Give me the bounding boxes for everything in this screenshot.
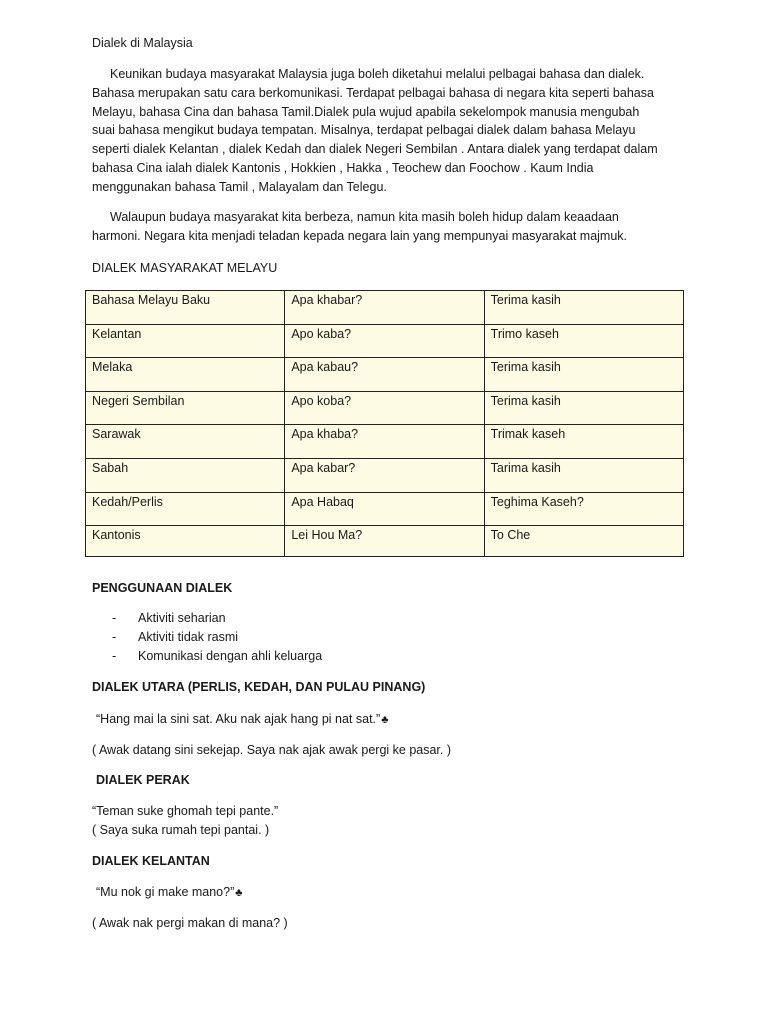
- utara-heading: DIALEK UTARA (PERLIS, KEDAH, DAN PULAU PINANG): [92, 680, 426, 694]
- table-row: [86, 425, 684, 459]
- greeting-cell: Apa khabar?: [285, 291, 484, 325]
- intro-paragraph: Keunikan budaya masyarakat Malaysia juga boleh diketahui melalui pelbagai bahasa dan dialek. Bahasa merupakan satu cara berkomunikasi. Terdapat pelbagai bahasa di negara kita seperti bahasa Melayu, bahasa Cina dan bahasa Tamil.Dialek pula wujud apabila sekelompok manusia mengubah suai bahasa mengikut budaya tempatan. Misalnya, terdapat pelbagai dialek dalam bahasa Melayu seperti dialek Kelantan , dialek Kedah dan dialek Negeri Sembilan . Antara dialek yang terdapat dalam bahasa Cina ialah dialek Kantonis , Hokkien , Hakka , Teochew dan Foochow . Kaum India menggunakan bahasa Tamil , Malayalam dan Telegu.: [92, 67, 658, 194]
- table-heading: DIALEK MASYARAKAT MELAYU: [92, 261, 278, 275]
- kelantan-heading: DIALEK KELANTAN: [92, 854, 210, 868]
- greeting-cell: Apa kabar?: [285, 458, 484, 492]
- utara-translation: ( Awak datang sini sekejap. Saya nak ajak awak pergi ke pasar. ): [92, 743, 452, 757]
- usage-item-label: Komunikasi dengan ahli keluarga: [138, 648, 323, 663]
- greeting-cell: Apa Habaq: [285, 492, 484, 526]
- perak-heading: DIALEK PERAK: [96, 773, 190, 787]
- bullet-dash: -: [112, 611, 117, 625]
- greeting-cell: Lei Hou Ma?: [285, 526, 484, 557]
- thanks-cell: Tarima kasih: [484, 458, 683, 492]
- dialect-table: [85, 290, 684, 557]
- club-suit-icon: ♣: [235, 887, 243, 899]
- usage-item-label: Aktiviti tidak rasmi: [138, 629, 239, 644]
- region-cell: Kantonis: [86, 526, 285, 557]
- club-suit-icon: ♣: [381, 714, 389, 726]
- list-item: [112, 609, 322, 628]
- region-cell: Kedah/Perlis: [86, 492, 285, 526]
- greeting-cell: Apo kaba?: [285, 324, 484, 358]
- utara-quote-text: “Hang mai la sini sat. Aku nak ajak hang pi nat sat.”: [96, 712, 381, 726]
- greeting-cell: Apa khaba?: [285, 425, 484, 459]
- greeting-cell: Apo koba?: [285, 391, 484, 425]
- table-row: [86, 391, 684, 425]
- thanks-cell: Trimak kaseh: [484, 425, 683, 459]
- dialect-table-body: [86, 291, 684, 557]
- list-item: [112, 647, 322, 666]
- table-row: [86, 458, 684, 492]
- thanks-cell: Trimo kaseh: [484, 324, 683, 358]
- list-item: [112, 628, 322, 647]
- bullet-dash: -: [112, 629, 117, 644]
- thanks-cell: Terima kasih: [484, 358, 683, 392]
- kelantan-translation: ( Awak nak pergi makan di mana? ): [92, 916, 288, 930]
- table-row: [86, 324, 684, 358]
- harmony-paragraph: Walaupun budaya masyarakat kita berbeza, namun kita masih boleh hidup dalam keaadaan harmoni. Negara kita menjadi teladan kepada negara lain yang mempunyai masyarakat majmuk.: [92, 210, 628, 243]
- table-row: [86, 526, 684, 557]
- usage-list: [112, 609, 322, 665]
- usage-heading: PENGGUNAAN DIALEK: [92, 581, 233, 595]
- region-cell: Negeri Sembilan: [86, 391, 285, 425]
- usage-item-label: Aktiviti seharian: [138, 611, 226, 625]
- region-cell: Melaka: [86, 358, 285, 392]
- table-row: [86, 492, 684, 526]
- document-title: Dialek di Malaysia: [92, 36, 193, 50]
- greeting-cell: Apa kabau?: [285, 358, 484, 392]
- kelantan-quote-text: “Mu nok gi make mano?”: [96, 885, 235, 899]
- thanks-cell: Teghima Kaseh?: [484, 492, 683, 526]
- thanks-cell: Terima kasih: [484, 391, 683, 425]
- region-cell: Sabah: [86, 458, 285, 492]
- kelantan-quote: [96, 884, 242, 901]
- table-row: [86, 291, 684, 325]
- perak-translation: ( Saya suka rumah tepi pantai. ): [92, 823, 270, 837]
- region-cell: Sarawak: [86, 425, 285, 459]
- bullet-dash: -: [112, 648, 117, 663]
- thanks-cell: Terima kasih: [484, 291, 683, 325]
- region-cell: Bahasa Melayu Baku: [86, 291, 285, 325]
- region-cell: Kelantan: [86, 324, 285, 358]
- perak-quote: “Teman suke ghomah tepi pante.”: [92, 804, 279, 818]
- thanks-cell: To Che: [484, 526, 683, 557]
- table-row: [86, 358, 684, 392]
- utara-quote: [96, 711, 388, 728]
